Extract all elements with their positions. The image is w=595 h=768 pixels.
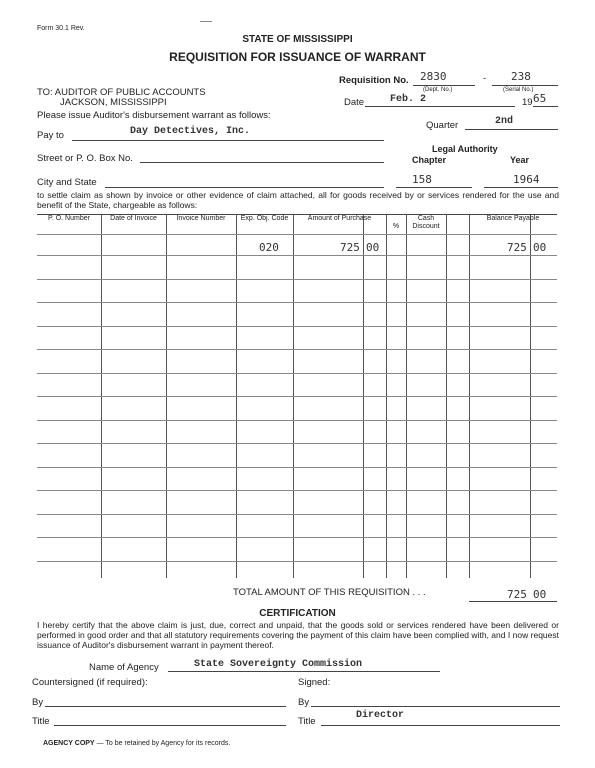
balance-cents: 00 <box>533 241 547 254</box>
to-line-2: JACKSON, MISSISSIPPI <box>60 97 167 108</box>
street-label: Street or P. O. Box No. <box>37 153 133 164</box>
by-label-left: By <box>32 697 44 708</box>
signed-label: Signed: <box>298 677 331 688</box>
header-exp-obj-code: Exp. Obj. Code <box>240 215 289 222</box>
footer-bold: AGENCY COPY <box>43 740 95 747</box>
chapter-label: Chapter <box>412 155 447 165</box>
footer-note <box>43 740 230 747</box>
agency-value: State Sovereignty Commission <box>194 659 363 670</box>
by-label-right: By <box>298 697 310 708</box>
year-label: Year <box>510 155 530 165</box>
header-cash-discount: Cash Discount <box>412 215 440 230</box>
dept-caption: (Dept. No.) <box>423 87 453 93</box>
settle-claim-text: to settle claim as shown by invoice or other evidence of claim attached, all for goods received by or services rendered for the use and benefit of the State, chargeable as follows: <box>37 190 559 210</box>
year-suffix: 65 <box>533 92 547 105</box>
dept-number: 2830 <box>420 70 447 83</box>
pay-to-label: Pay to <box>37 130 64 141</box>
payee-name: Day Detectives, Inc. <box>130 126 251 137</box>
form-title: REQUISITION FOR ISSUANCE OF WARRANT <box>169 50 426 64</box>
certification-title: CERTIFICATION <box>259 608 336 619</box>
table-row-rule <box>37 467 557 468</box>
title-label-right: Title <box>298 716 316 727</box>
balance-value: 725 <box>507 241 527 254</box>
date-label: Date <box>344 97 365 108</box>
year-value: 1964 <box>513 173 540 186</box>
header-amount-of-purchase: Amount of Purchase <box>307 215 372 222</box>
legal-authority-title: Legal Authority <box>432 144 498 154</box>
table-header-rule <box>37 234 557 235</box>
quarter-value: 2nd <box>495 116 514 127</box>
table-row-rule <box>37 326 557 327</box>
serial-caption: (Serial No.) <box>503 87 534 93</box>
amount-value: 725 <box>340 241 360 254</box>
table-row-rule <box>37 373 557 374</box>
header-balance-payable: Balance Payable <box>486 215 540 222</box>
table-row-rule <box>37 396 557 397</box>
table-row-rule <box>37 561 557 562</box>
certification-text: I hereby certify that the above claim is just, due, correct and unpaid, that the goods sold or services rendered have been delivered or performed in good order and that all statutory requirements covering the payment of this claim have been complied with, and I now request issuance of Auditor's disbursement warrant in payment thereof. <box>37 620 559 650</box>
table-row-rule <box>37 279 557 280</box>
table-row-rule <box>37 443 557 444</box>
year-prefix: 19 <box>522 97 533 108</box>
table-row-rule <box>37 514 557 515</box>
agency-label: Name of Agency <box>89 662 159 673</box>
serial-number: 238 <box>511 70 531 83</box>
header-percent: % <box>392 223 400 230</box>
amount-cents: 00 <box>366 241 380 254</box>
total-value: 725 <box>507 588 527 601</box>
requisition-label: Requisition No. <box>339 75 409 86</box>
state-heading: STATE OF MISSISSIPPI <box>242 34 353 45</box>
to-line-1: TO: AUDITOR OF PUBLIC ACCOUNTS <box>37 87 206 98</box>
chapter-value: 158 <box>412 173 432 186</box>
table-row-rule <box>37 255 557 256</box>
total-label: TOTAL AMOUNT OF THIS REQUISITION . . . <box>233 587 426 598</box>
countersigned-label: Countersigned (if required): <box>32 677 148 688</box>
table-row-rule <box>37 349 557 350</box>
total-cents: 00 <box>533 588 547 601</box>
footer-text: — To be retained by Agency for its records. <box>96 740 231 747</box>
table-row-rule <box>37 420 557 421</box>
title-label-left: Title <box>32 716 50 727</box>
title-value: Director <box>356 710 405 721</box>
exp-obj-code-value: 020 <box>259 241 279 254</box>
table-row-rule <box>37 302 557 303</box>
table-row-rule <box>37 537 557 538</box>
top-mark <box>200 21 212 22</box>
header-invoice-number: Invoice Number <box>176 215 226 222</box>
form-number: Form 30.1 Rev. <box>37 25 85 32</box>
date-value: Feb. 2 <box>390 94 427 105</box>
city-label: City and State <box>37 177 97 188</box>
table-row-rule <box>37 490 557 491</box>
quarter-label: Quarter <box>426 120 459 131</box>
header-po-number: P. O. Number <box>48 215 90 222</box>
header-date-of-invoice: Date of Invoice <box>110 215 157 222</box>
instruction-text: Please issue Auditor's disbursement warrant as follows: <box>37 110 271 121</box>
